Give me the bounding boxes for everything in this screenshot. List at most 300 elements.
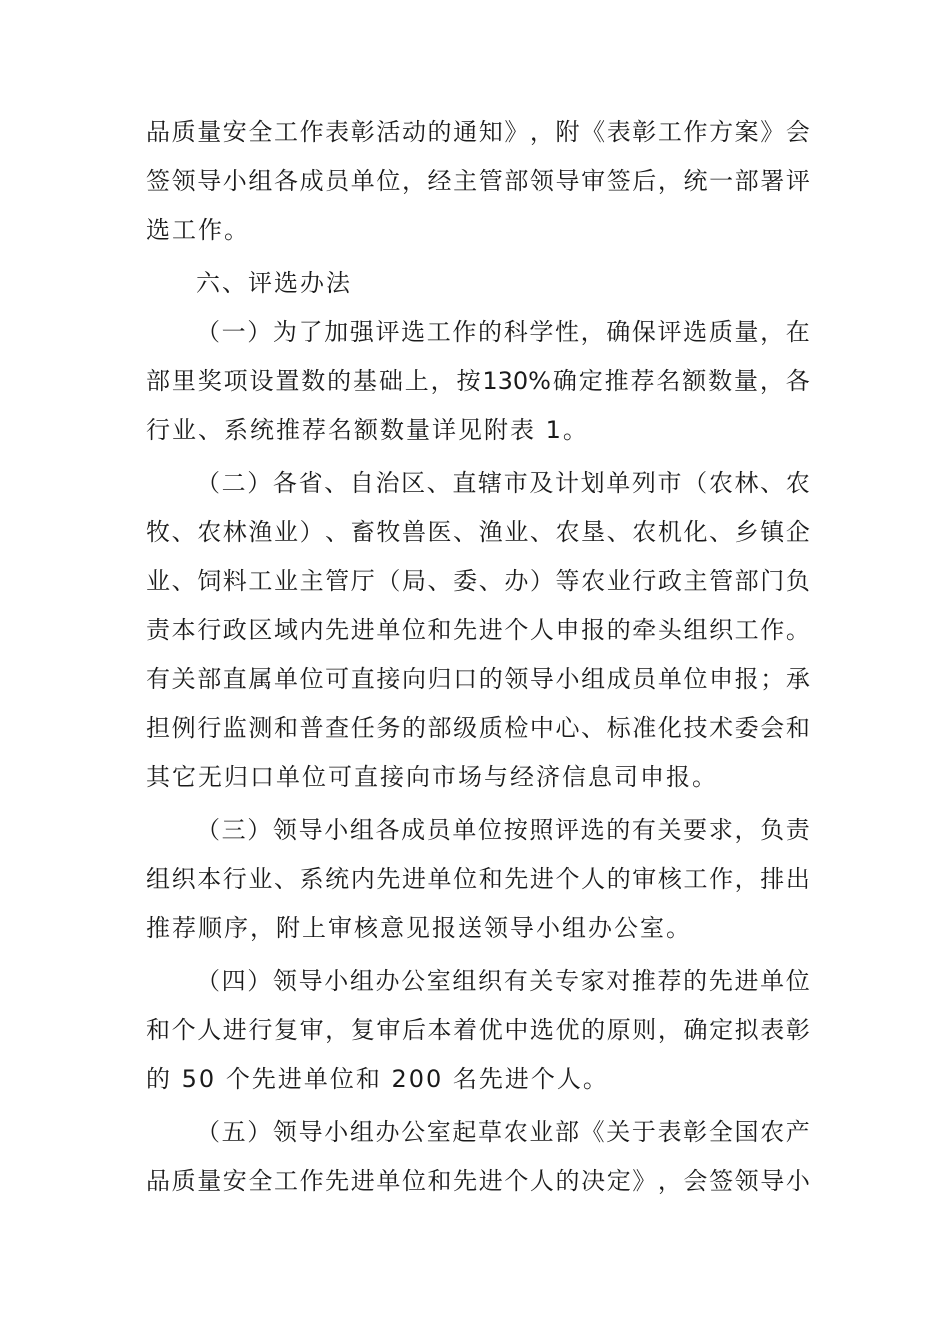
glyph: 、	[324, 469, 349, 497]
glyph: 人	[556, 1065, 583, 1093]
glyph: 个	[225, 1065, 252, 1093]
glyph: 额	[682, 367, 707, 395]
glyph: 成	[606, 665, 631, 693]
glyph: 进	[504, 1065, 531, 1093]
glyph: 位	[329, 1065, 356, 1093]
glyph: 推	[631, 967, 656, 995]
glyph: 各	[273, 167, 298, 195]
glyph: 作	[683, 118, 708, 146]
glyph: 评	[657, 318, 682, 346]
glyph: 有	[146, 665, 170, 693]
glyph: 例	[171, 714, 196, 742]
glyph: 部	[197, 665, 222, 693]
space	[382, 1059, 392, 1099]
glyph: 签	[146, 167, 170, 195]
line-5	[196, 312, 810, 352]
line-2	[146, 161, 810, 201]
glyph: 性	[554, 318, 579, 346]
glyph: 公	[614, 914, 640, 942]
glyph: 的	[606, 616, 631, 644]
glyph: 中	[529, 714, 554, 742]
glyph: 小	[324, 816, 349, 844]
glyph: 垦	[581, 518, 606, 546]
glyph: 管	[709, 567, 734, 595]
glyph: 领	[484, 914, 510, 942]
glyph: 先	[251, 1065, 278, 1093]
glyph: 报	[666, 763, 692, 791]
glyph: 选	[274, 269, 300, 297]
glyph: 着	[453, 1016, 478, 1044]
glyph: 表	[510, 416, 536, 444]
glyph: 农	[785, 469, 810, 497]
glyph: 的	[427, 118, 452, 146]
glyph: 进	[350, 616, 375, 644]
glyph: ，	[657, 167, 682, 195]
glyph: 上	[302, 914, 328, 942]
glyph: 政	[222, 616, 247, 644]
glyph: 列	[631, 469, 656, 497]
line-11	[146, 610, 810, 650]
glyph: 领	[734, 1167, 759, 1195]
glyph: 优	[478, 1016, 503, 1044]
glyph: 行	[248, 1016, 273, 1044]
glyph: 设	[249, 367, 274, 395]
glyph: 主	[299, 567, 324, 595]
glyph: 担	[146, 714, 170, 742]
glyph: 报	[581, 616, 606, 644]
glyph: 位	[785, 967, 810, 995]
glyph: 牧	[146, 518, 170, 546]
glyph: 上	[404, 367, 429, 395]
glyph: 成	[401, 816, 426, 844]
glyph: 划	[580, 469, 605, 497]
glyph: 关	[657, 816, 682, 844]
glyph: 检	[504, 714, 529, 742]
glyph: 市	[432, 763, 458, 791]
glyph: 求	[708, 816, 733, 844]
glyph: 业	[529, 1118, 554, 1146]
glyph: 彰	[683, 1118, 708, 1146]
glyph: 荐	[302, 416, 328, 444]
glyph: 会	[683, 1167, 708, 1195]
glyph: 工	[734, 616, 759, 644]
line-15	[196, 810, 810, 850]
glyph: 1	[545, 416, 563, 444]
glyph: 保	[631, 318, 656, 346]
line-16	[146, 859, 810, 899]
glyph: 工	[172, 216, 198, 244]
glyph: 标	[606, 714, 631, 742]
glyph: 位	[376, 167, 401, 195]
glyph: 量	[734, 318, 759, 346]
glyph: 门	[760, 567, 785, 595]
glyph: 先	[453, 616, 478, 644]
glyph: 业	[606, 567, 631, 595]
glyph: 农	[581, 567, 606, 595]
glyph: 办	[375, 967, 400, 995]
glyph: 会	[760, 714, 785, 742]
glyph: 它	[172, 763, 198, 791]
glyph: 准	[632, 714, 657, 742]
glyph: 的	[606, 816, 631, 844]
glyph: 归	[427, 665, 452, 693]
glyph: 委	[734, 714, 759, 742]
glyph: 50	[181, 1065, 217, 1093]
glyph: 位	[453, 865, 478, 893]
glyph: 头	[657, 616, 682, 644]
glyph: 、	[709, 518, 734, 546]
glyph: 各	[272, 469, 297, 497]
glyph: 人	[581, 865, 606, 893]
glyph: 和	[146, 1016, 170, 1044]
glyph: 的	[401, 714, 426, 742]
glyph: 政	[657, 567, 682, 595]
glyph: 向	[406, 763, 432, 791]
glyph: 料	[222, 567, 247, 595]
glyph: 知	[478, 118, 503, 146]
glyph: 负	[785, 567, 810, 595]
glyph: 评	[554, 816, 579, 844]
glyph: 有	[503, 967, 528, 995]
glyph: 安	[222, 1167, 247, 1195]
glyph: 全	[248, 1167, 273, 1195]
glyph: ）	[247, 469, 272, 497]
glyph: 数	[380, 416, 406, 444]
glyph: 经	[427, 167, 452, 195]
glyph: 镇	[760, 518, 785, 546]
glyph: 小	[324, 1118, 349, 1146]
glyph: 普	[299, 714, 324, 742]
glyph: 息	[588, 763, 614, 791]
glyph: 牵	[632, 616, 657, 644]
glyph: 农	[632, 518, 657, 546]
glyph: 表	[325, 118, 350, 146]
glyph: 量	[406, 416, 432, 444]
glyph: （	[196, 1118, 220, 1146]
glyph: 单	[376, 616, 401, 644]
glyph: 进	[478, 616, 503, 644]
glyph: 先	[325, 616, 350, 644]
glyph: 审	[581, 167, 606, 195]
glyph: 荐	[172, 914, 198, 942]
glyph: 。	[785, 616, 810, 644]
glyph: 附	[484, 416, 510, 444]
glyph: 础	[378, 367, 403, 395]
glyph: 通	[453, 118, 478, 146]
glyph: 导	[510, 914, 536, 942]
glyph: 、	[606, 518, 631, 546]
glyph: 农	[760, 1118, 785, 1146]
glyph: 与	[484, 763, 510, 791]
glyph: 内	[299, 616, 324, 644]
glyph: 导	[197, 167, 222, 195]
glyph: 农	[503, 1118, 528, 1146]
line-20	[146, 1059, 810, 1099]
glyph: 置	[275, 367, 300, 395]
glyph: 作	[760, 616, 785, 644]
glyph: 和	[355, 1065, 382, 1093]
glyph: 位	[683, 665, 708, 693]
glyph: 接	[376, 665, 401, 693]
glyph: 市	[657, 469, 682, 497]
glyph: 其	[146, 763, 172, 791]
glyph: 、	[529, 518, 554, 546]
glyph: ）	[247, 816, 272, 844]
glyph: 额	[354, 416, 380, 444]
glyph: 组	[349, 1118, 374, 1146]
glyph: 小	[785, 1167, 810, 1195]
glyph: ，	[734, 816, 759, 844]
glyph: 行	[146, 416, 172, 444]
glyph: 主	[453, 167, 478, 195]
glyph: 和	[427, 616, 452, 644]
line-10	[146, 561, 810, 601]
glyph: 行	[222, 865, 247, 893]
glyph: 的	[555, 1167, 580, 1195]
glyph: 区	[401, 469, 426, 497]
glyph: 会	[785, 118, 810, 146]
glyph: 织	[171, 865, 196, 893]
glyph: 200	[391, 1065, 444, 1093]
glyph: 承	[785, 665, 810, 693]
glyph: 。	[562, 416, 589, 444]
glyph: 管	[325, 567, 350, 595]
glyph: 区	[248, 616, 273, 644]
glyph: 签	[606, 167, 631, 195]
glyph: 签	[709, 1167, 734, 1195]
glyph: 个	[504, 1167, 529, 1195]
glyph: （	[196, 318, 220, 346]
line-18	[196, 961, 810, 1001]
glyph: ，	[325, 1016, 350, 1044]
glyph: 组	[248, 167, 273, 195]
glyph: 导	[529, 665, 554, 693]
glyph: 报	[734, 665, 759, 693]
glyph: 定	[578, 367, 603, 395]
glyph: 全	[708, 1118, 733, 1146]
glyph: 信	[562, 763, 588, 791]
glyph: 人	[197, 1016, 222, 1044]
line-8	[196, 463, 810, 503]
glyph: 乡	[734, 518, 759, 546]
glyph: 、	[427, 567, 452, 595]
glyph: 推	[276, 416, 302, 444]
glyph: 口	[250, 763, 276, 791]
glyph: 无	[198, 763, 224, 791]
glyph: 审	[299, 1016, 324, 1044]
glyph: 导	[298, 967, 323, 995]
glyph: 彰	[350, 118, 375, 146]
glyph: 织	[709, 616, 734, 644]
glyph: ，	[734, 865, 759, 893]
glyph: 《	[581, 118, 606, 146]
glyph: 主	[683, 567, 708, 595]
glyph: 办	[588, 914, 614, 942]
glyph: 报	[432, 914, 458, 942]
glyph: 领	[504, 665, 529, 693]
glyph: 统	[325, 865, 350, 893]
glyph: 单	[452, 816, 477, 844]
glyph: 导	[555, 167, 580, 195]
glyph: 厅	[350, 567, 375, 595]
glyph: 选	[401, 318, 426, 346]
glyph: 见	[406, 914, 432, 942]
space	[172, 1059, 182, 1099]
glyph: 定	[606, 1167, 631, 1195]
glyph: 部	[554, 1118, 579, 1146]
glyph: 进	[478, 1167, 503, 1195]
line-22	[146, 1161, 810, 1201]
glyph: 科	[503, 318, 528, 346]
glyph: 部	[734, 167, 759, 195]
glyph: 和	[273, 714, 298, 742]
glyph: 草	[478, 1118, 503, 1146]
glyph: 复	[350, 1016, 375, 1044]
glyph: 行	[632, 567, 657, 595]
glyph: （	[376, 567, 401, 595]
glyph: 领	[272, 967, 297, 995]
glyph: 量	[197, 118, 222, 146]
glyph: 表	[606, 118, 631, 146]
glyph: 照	[529, 816, 554, 844]
line-14	[146, 757, 810, 797]
space	[216, 1059, 226, 1099]
glyph: 属	[248, 665, 273, 693]
glyph: 署	[760, 167, 785, 195]
glyph: 选	[580, 816, 605, 844]
glyph: 意	[380, 914, 406, 942]
glyph: 表	[760, 1016, 785, 1044]
glyph: 域	[273, 616, 298, 644]
glyph: 工	[426, 318, 451, 346]
glyph: 质	[171, 118, 196, 146]
glyph: 作	[299, 118, 324, 146]
glyph: 级	[453, 714, 478, 742]
glyph: 公	[401, 1118, 426, 1146]
glyph: 林	[734, 469, 759, 497]
glyph: 计	[554, 469, 579, 497]
glyph: 则	[632, 1016, 657, 1044]
glyph: 组	[683, 616, 708, 644]
glyph: 后	[632, 167, 657, 195]
line-1	[146, 112, 810, 152]
line-7	[146, 410, 810, 450]
glyph: 进	[401, 865, 426, 893]
glyph: 一	[221, 318, 246, 346]
glyph: 、	[273, 865, 298, 893]
glyph: 可	[325, 665, 350, 693]
glyph: 内	[350, 865, 375, 893]
glyph: 于	[631, 1118, 656, 1146]
glyph: 出	[785, 865, 810, 893]
glyph: 名	[656, 367, 681, 395]
glyph: 原	[606, 1016, 631, 1044]
glyph: 、	[222, 269, 248, 297]
glyph: 数	[301, 367, 326, 395]
glyph: 局	[401, 567, 426, 595]
glyph: 的	[146, 1065, 172, 1093]
glyph: 先	[708, 967, 733, 995]
glyph: 起	[452, 1118, 477, 1146]
glyph: 进	[734, 967, 759, 995]
glyph: 直	[354, 763, 380, 791]
glyph: 委	[453, 567, 478, 595]
glyph: 为	[272, 318, 297, 346]
glyph: 场	[458, 763, 484, 791]
glyph: 活	[376, 118, 401, 146]
glyph: 附	[276, 914, 302, 942]
glyph: 个	[171, 1016, 196, 1044]
glyph: 、	[171, 567, 196, 595]
glyph: 位	[401, 1167, 426, 1195]
glyph: 专	[554, 967, 579, 995]
glyph: 系	[224, 416, 250, 444]
glyph: 农	[708, 469, 733, 497]
glyph: 项	[223, 367, 248, 395]
glyph: 的	[606, 865, 631, 893]
glyph: （	[196, 967, 220, 995]
glyph: 统	[250, 416, 276, 444]
glyph: 复	[273, 1016, 298, 1044]
glyph: 二	[221, 469, 246, 497]
glyph: 进	[350, 1167, 375, 1195]
glyph: 组	[581, 665, 606, 693]
glyph: 《	[580, 1118, 605, 1146]
glyph: 归	[224, 763, 250, 791]
glyph: 单	[760, 967, 785, 995]
glyph: 小	[536, 914, 562, 942]
glyph: 务	[376, 714, 401, 742]
glyph: 和	[478, 865, 503, 893]
glyph: 部	[427, 714, 452, 742]
glyph: 推	[604, 367, 629, 395]
glyph: 强	[349, 318, 374, 346]
glyph: 案	[734, 118, 759, 146]
glyph: 本	[197, 865, 222, 893]
glyph: 学	[529, 318, 554, 346]
glyph: 业	[172, 416, 198, 444]
glyph: 名	[452, 1065, 479, 1093]
glyph: 省	[298, 469, 323, 497]
glyph: 进	[529, 865, 554, 893]
glyph: 单	[273, 665, 298, 693]
glyph: 业	[146, 567, 170, 595]
glyph: 农	[197, 518, 222, 546]
glyph: 排	[760, 865, 785, 893]
glyph: 按	[456, 367, 481, 395]
glyph: 工	[657, 118, 682, 146]
glyph: （	[196, 469, 220, 497]
glyph: 核	[657, 865, 682, 893]
glyph: 室	[426, 967, 451, 995]
glyph: 个	[530, 1065, 557, 1093]
glyph: ）	[247, 967, 272, 995]
glyph: 、	[478, 567, 503, 595]
glyph: 、	[426, 469, 451, 497]
glyph: 管	[478, 167, 503, 195]
glyph: 行	[197, 714, 222, 742]
glyph: 查	[325, 714, 350, 742]
glyph: 员	[632, 665, 657, 693]
glyph: 医	[427, 518, 452, 546]
glyph: 林	[222, 518, 247, 546]
glyph: 的	[327, 367, 352, 395]
glyph: 评	[248, 269, 274, 297]
space	[443, 1059, 453, 1099]
glyph: ，	[760, 318, 785, 346]
glyph: 部	[504, 167, 529, 195]
glyph: 先	[453, 1167, 478, 1195]
